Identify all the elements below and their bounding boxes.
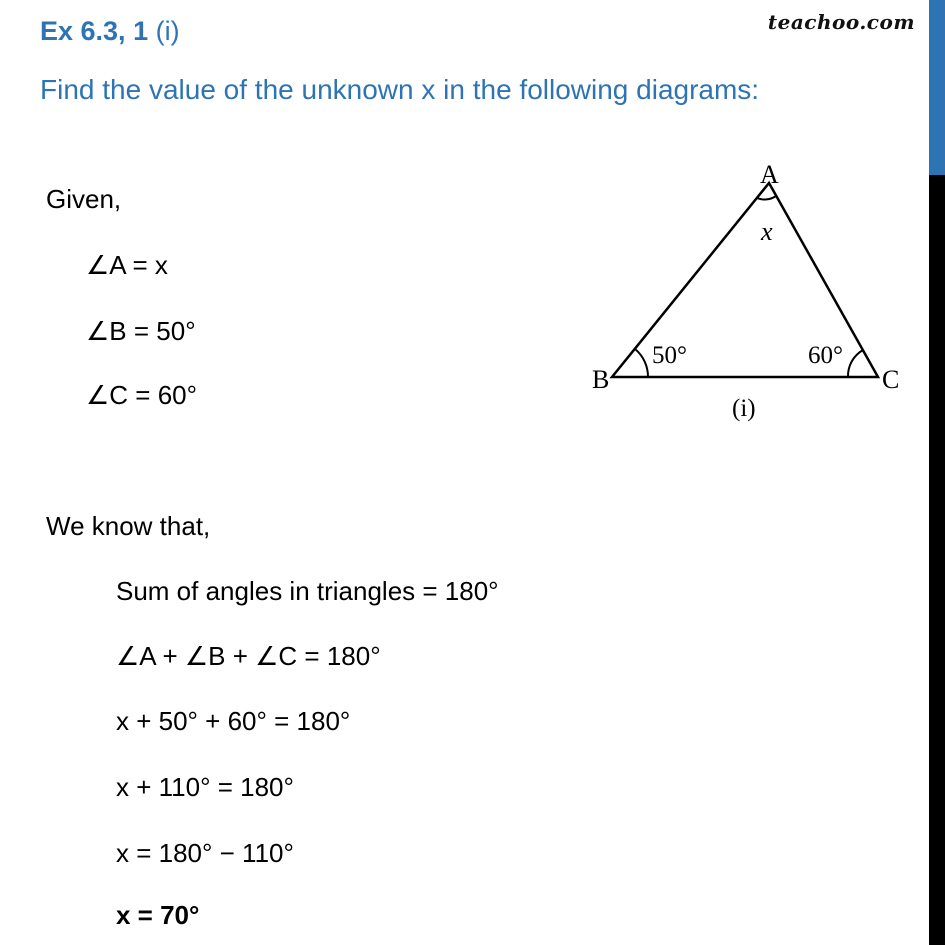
vertex-label-b: B	[592, 365, 610, 394]
given-label: Given,	[46, 184, 122, 214]
angle-label-a: x	[761, 217, 773, 246]
solution-step-5: x = 180° − 110°	[116, 838, 294, 868]
vertex-label-c: C	[882, 365, 900, 394]
angle-arc-c	[848, 350, 863, 377]
solution-step-2: ∠A + ∠B + ∠C = 180°	[116, 641, 381, 671]
angle-arc-a	[757, 196, 776, 200]
exercise-heading	[40, 16, 180, 47]
solution-step-3: x + 50° + 60° = 180°	[116, 706, 351, 736]
exercise-part: (i)	[155, 16, 180, 46]
solution-step-1: Sum of angles in triangles = 180°	[116, 576, 499, 606]
angle-arc-b	[635, 349, 648, 377]
solution-intro: We know that,	[46, 511, 211, 541]
vertical-scrollbar[interactable]	[929, 0, 945, 945]
scrollbar-thumb[interactable]	[929, 0, 945, 175]
solution-answer: x = 70°	[116, 900, 200, 930]
solution-step-4: x + 110° = 180°	[116, 772, 294, 802]
vertex-label-a: A	[760, 160, 779, 189]
given-angle-c: ∠C = 60°	[86, 380, 198, 410]
given-angle-b: ∠B = 50°	[86, 316, 196, 346]
question-text: Find the value of the unknown x in the following diagrams:	[40, 74, 760, 105]
brand-logo: teachoo.com	[767, 10, 915, 34]
figure-caption: (i)	[732, 395, 756, 422]
angle-label-b: 50°	[652, 342, 687, 369]
exercise-number: Ex 6.3, 1	[40, 16, 149, 46]
given-angle-a: ∠A = x	[86, 250, 168, 280]
triangle-diagram	[580, 150, 920, 430]
angle-label-c: 60°	[808, 342, 843, 369]
